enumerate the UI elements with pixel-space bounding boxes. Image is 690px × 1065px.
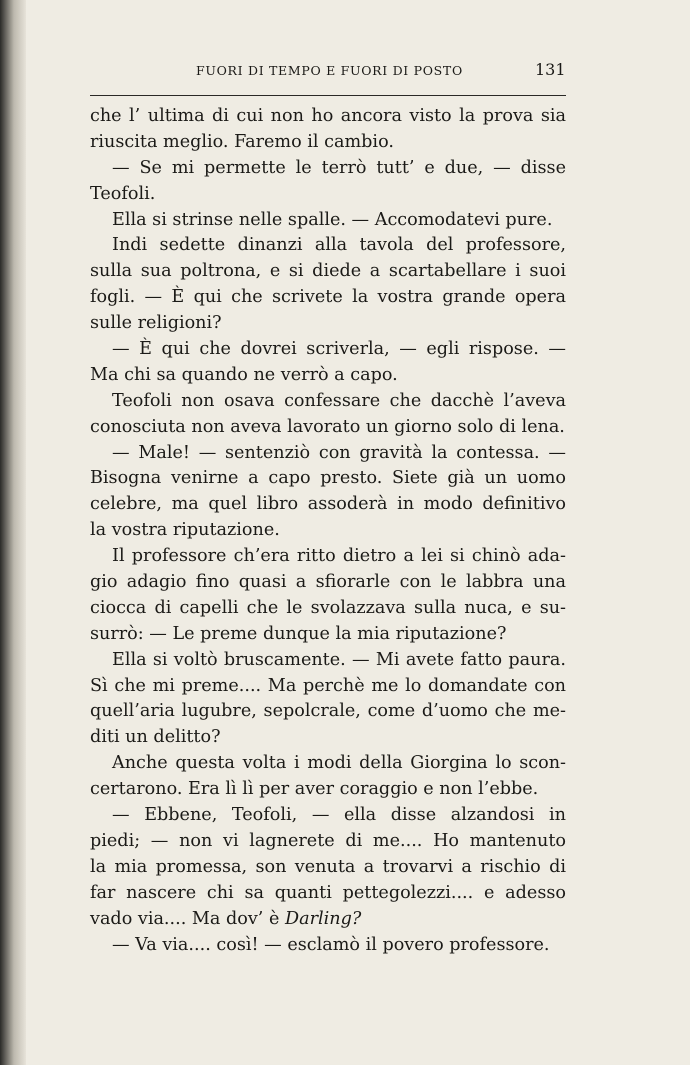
- text-line-content: Indi sedette dinanzi alla tavola del professore,: [112, 235, 566, 256]
- text-line-content: la vostra riputazione.: [90, 520, 280, 541]
- text-line-content: surrò: — Le preme dunque la mia riputazione?: [90, 623, 507, 644]
- text-line-content: gio adagio fino quasi a sfiorarle con le labbra una: [90, 572, 566, 593]
- text-line: [90, 933, 566, 959]
- text-line: [90, 803, 566, 829]
- text-line: [90, 699, 566, 725]
- text-line: [90, 104, 566, 130]
- text-line-content: Ma chi sa quando ne verrò a capo.: [90, 364, 398, 385]
- text-line: [90, 622, 566, 648]
- text-line: [90, 285, 566, 311]
- text-line-content: Ella si strinse nelle spalle. — Accomodatevi pure.: [112, 209, 553, 230]
- text-line-content: riuscita meglio. Faremo il cambio.: [90, 131, 394, 152]
- text-line: [90, 674, 566, 700]
- page-number: 131: [535, 60, 566, 79]
- text-line: [90, 363, 566, 389]
- text-line: [90, 518, 566, 544]
- text-line-content: vado via.... Ma dov’ è: [90, 908, 280, 929]
- text-line-content: diti un delitto?: [90, 727, 221, 748]
- text-line-content: Anche questa volta i modi della Giorgina lo scon-: [112, 753, 566, 774]
- text-line-content: ciocca di capelli che le svolazzava sulla nuca, e su-: [90, 597, 566, 618]
- text-line: [90, 907, 566, 933]
- italic-word: Darling?: [284, 908, 362, 929]
- text-line: [90, 570, 566, 596]
- text-line-content: piedi; — non vi lagnerete di me.... Ho mantenuto: [90, 830, 566, 851]
- text-line: [90, 855, 566, 881]
- text-line: [90, 389, 566, 415]
- text-line: [90, 466, 566, 492]
- text-line: [90, 725, 566, 751]
- text-line: [90, 337, 566, 363]
- text-line-content: conosciuta non aveva lavorato un giorno solo di lena.: [90, 416, 565, 437]
- text-line-content: Sì che mi preme.... Ma perchè me lo domandate con: [90, 675, 566, 696]
- text-line: [90, 492, 566, 518]
- text-line-content: che l’ ultima di cui non ho ancora visto la prova sia: [90, 106, 566, 126]
- text-line-content: — Ebbene, Teofoli, — ella disse alzandosi in: [112, 805, 566, 826]
- text-line: [90, 751, 566, 777]
- body-text: [90, 104, 566, 958]
- header-rule: [90, 95, 566, 96]
- text-line: [90, 648, 566, 674]
- text-line-content: — Va via.... così! — esclamò il povero professore.: [112, 934, 550, 955]
- text-line-content: quell’aria lugubre, sepolcrale, come d’uomo che me-: [90, 701, 566, 722]
- text-line-content: sulle religioni?: [90, 313, 222, 334]
- text-line-content: — Se mi permette le terrò tutt’ e due, — disse: [112, 157, 566, 178]
- text-line-content: sulla sua poltrona, e si diede a scartabellare i suoi: [90, 261, 566, 282]
- text-line: [90, 130, 566, 156]
- text-line: [90, 233, 566, 259]
- text-line: [90, 881, 566, 907]
- text-line: [90, 259, 566, 285]
- text-line: [90, 415, 566, 441]
- text-line: [90, 596, 566, 622]
- text-line-content: celebre, ma quel libro assoderà in modo definitivo: [90, 494, 566, 515]
- text-line-content: far nascere chi sa quanti pettegolezzi.... e adesso: [90, 882, 566, 903]
- text-line-content: la mia promessa, son venuta a trovarvi a rischio di: [90, 856, 566, 877]
- text-line: [90, 182, 566, 208]
- text-line-content: certarono. Era lì lì per aver coraggio e non l’ebbe.: [90, 779, 539, 800]
- text-line: [90, 829, 566, 855]
- text-line-content: fogli. — È qui che scrivete la vostra grande opera: [90, 287, 566, 308]
- text-line-content: Ella si voltò bruscamente. — Mi avete fatto paura.: [112, 649, 566, 670]
- text-line: [90, 311, 566, 337]
- text-line-content: Il professore ch’era ritto dietro a lei si chinò ada-: [112, 546, 566, 567]
- text-line-content: Teofoli non osava confessare che dacchè l’aveva: [112, 390, 566, 411]
- text-line: [90, 777, 566, 803]
- text-line: [90, 208, 566, 234]
- text-line-content: — Male! — sentenziò con gravità la contessa. —: [112, 442, 566, 463]
- text-line-content: Teofoli.: [90, 183, 156, 204]
- text-line-content: Bisogna venirne a capo presto. Siete già un uomo: [90, 468, 566, 489]
- text-line: [90, 544, 566, 570]
- text-line: [90, 441, 566, 467]
- text-line: [90, 156, 566, 182]
- text-line-content: — È qui che dovrei scriverla, — egli rispose. —: [112, 339, 566, 360]
- running-title: FUORI DI TEMPO E FUORI DI POSTO: [196, 63, 463, 78]
